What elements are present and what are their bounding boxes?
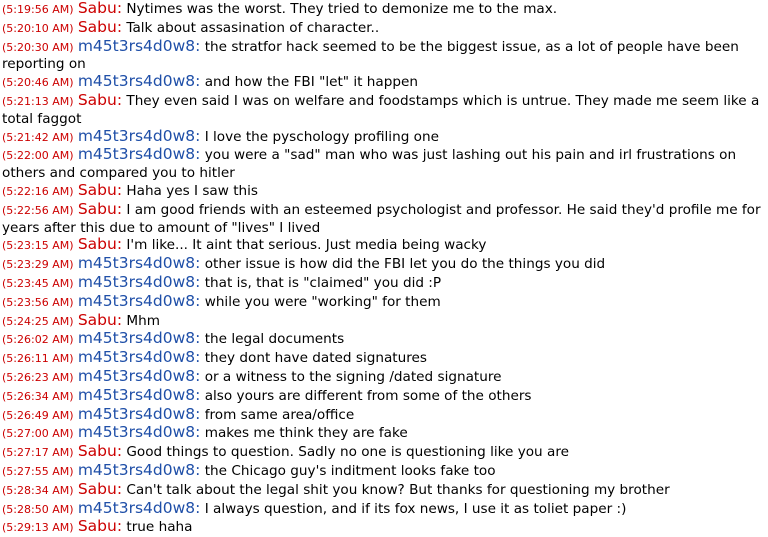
chat-message bbox=[2, 146, 762, 182]
message-timestamp: (5:24:25 AM) bbox=[2, 314, 74, 328]
message-timestamp: (5:22:56 AM) bbox=[2, 203, 74, 217]
message-text: the stratfor hack seemed to be the biggest issue, as a lot of people have been reporting on bbox=[2, 38, 739, 73]
message-nick: m45t3rs4d0w8: bbox=[77, 329, 201, 348]
message-nick: m45t3rs4d0w8: bbox=[77, 460, 201, 479]
chat-message bbox=[2, 293, 762, 312]
message-timestamp: (5:19:56 AM) bbox=[2, 3, 74, 16]
message-text: and how the FBI "let" it happen bbox=[204, 74, 418, 91]
message-text: from same area/office bbox=[204, 406, 355, 423]
message-text: also yours are different from some of the others bbox=[204, 387, 532, 404]
chat-message bbox=[2, 38, 762, 74]
message-text: while you were "working" for them bbox=[204, 293, 441, 310]
message-timestamp: (5:22:16 AM) bbox=[2, 184, 74, 198]
message-nick: m45t3rs4d0w8: bbox=[77, 385, 201, 404]
message-timestamp: (5:21:13 AM) bbox=[2, 94, 74, 108]
chat-message bbox=[2, 255, 762, 274]
message-text: Can't talk about the legal shit you know? But thanks for questioning my brother bbox=[126, 481, 670, 498]
message-text: Good things to question. Sadly no one is questioning like you are bbox=[126, 444, 569, 461]
message-nick: Sabu: bbox=[77, 479, 123, 498]
chat-message bbox=[2, 236, 762, 255]
chat-message bbox=[2, 128, 762, 147]
chat-message bbox=[2, 182, 762, 201]
message-timestamp: (5:28:50 AM) bbox=[2, 502, 74, 516]
message-text: you were a "sad" man who was just lashing out his pain and irl frustrations on others and compared you to hitler bbox=[2, 147, 737, 182]
message-text: I love the pyschology profiling one bbox=[204, 128, 439, 145]
message-text: I always question, and if its fox news, I use it as toliet paper :) bbox=[204, 500, 627, 517]
message-timestamp: (5:26:02 AM) bbox=[2, 333, 74, 347]
message-timestamp: (5:26:23 AM) bbox=[2, 370, 74, 384]
message-text: or a witness to the signing /dated signature bbox=[204, 368, 502, 385]
chat-message bbox=[2, 0, 762, 19]
chat-message bbox=[2, 368, 762, 387]
chat-message bbox=[2, 330, 762, 349]
message-nick: m45t3rs4d0w8: bbox=[77, 36, 201, 55]
message-text: Talk about assasination of character.. bbox=[126, 19, 380, 36]
message-text: Mhm bbox=[126, 312, 160, 329]
message-nick: m45t3rs4d0w8: bbox=[77, 145, 201, 164]
message-nick: Sabu: bbox=[77, 310, 123, 329]
message-text: Nytimes was the worst. They tried to demonize me to the max. bbox=[126, 1, 558, 17]
chat-message bbox=[2, 500, 762, 519]
chat-message bbox=[2, 387, 762, 406]
message-text: the legal documents bbox=[204, 331, 345, 348]
chat-message bbox=[2, 443, 762, 462]
message-nick: Sabu: bbox=[77, 180, 123, 199]
message-nick: Sabu: bbox=[77, 517, 123, 536]
message-timestamp: (5:28:34 AM) bbox=[2, 483, 74, 497]
message-nick: Sabu: bbox=[77, 90, 123, 109]
message-timestamp: (5:29:13 AM) bbox=[2, 521, 74, 535]
message-timestamp: (5:27:00 AM) bbox=[2, 427, 74, 441]
message-nick: m45t3rs4d0w8: bbox=[77, 404, 201, 423]
message-timestamp: (5:23:29 AM) bbox=[2, 258, 74, 272]
message-nick: m45t3rs4d0w8: bbox=[77, 291, 201, 310]
chat-message bbox=[2, 312, 762, 331]
message-nick: m45t3rs4d0w8: bbox=[77, 423, 201, 442]
message-nick: Sabu: bbox=[77, 442, 123, 461]
message-text: other issue is how did the FBI let you do the things you did bbox=[204, 256, 606, 273]
message-text: they dont have dated signatures bbox=[204, 350, 427, 367]
message-nick: m45t3rs4d0w8: bbox=[77, 72, 201, 91]
message-timestamp: (5:26:49 AM) bbox=[2, 408, 74, 422]
message-timestamp: (5:20:30 AM) bbox=[2, 40, 74, 54]
chat-message bbox=[2, 424, 762, 443]
message-nick: Sabu: bbox=[77, 199, 123, 218]
chat-message bbox=[2, 349, 762, 368]
message-text: I am good friends with an esteemed psychologist and professor. He said they'd profile me for years after this due to amount of "lives" I lived bbox=[2, 201, 761, 236]
chat-message bbox=[2, 92, 762, 128]
message-timestamp: (5:26:11 AM) bbox=[2, 352, 74, 366]
message-text: I'm like... It aint that serious. Just media being wacky bbox=[126, 237, 487, 254]
message-timestamp: (5:23:15 AM) bbox=[2, 239, 74, 253]
message-timestamp: (5:20:10 AM) bbox=[2, 21, 74, 35]
message-timestamp: (5:23:45 AM) bbox=[2, 276, 74, 290]
message-nick: Sabu: bbox=[77, 17, 123, 36]
message-nick: m45t3rs4d0w8: bbox=[77, 366, 201, 385]
chat-message bbox=[2, 19, 762, 38]
message-nick: m45t3rs4d0w8: bbox=[77, 498, 201, 517]
chat-message bbox=[2, 201, 762, 237]
chat-message bbox=[2, 518, 762, 537]
chat-message bbox=[2, 481, 762, 500]
message-timestamp: (5:21:42 AM) bbox=[2, 130, 74, 144]
message-timestamp: (5:22:00 AM) bbox=[2, 149, 74, 163]
message-nick: m45t3rs4d0w8: bbox=[77, 348, 201, 367]
message-timestamp: (5:20:46 AM) bbox=[2, 76, 74, 90]
message-timestamp: (5:23:56 AM) bbox=[2, 295, 74, 309]
message-text: They even said I was on welfare and foodstamps which is untrue. They made me seem like a total faggot bbox=[2, 92, 760, 127]
chat-message bbox=[2, 274, 762, 293]
message-timestamp: (5:27:55 AM) bbox=[2, 464, 74, 478]
message-text: true haha bbox=[126, 519, 193, 536]
chat-message bbox=[2, 73, 762, 92]
message-text: that is, that is "claimed" you did :P bbox=[204, 274, 442, 291]
chat-message bbox=[2, 406, 762, 425]
message-text: the Chicago guy's inditment looks fake too bbox=[204, 462, 496, 479]
message-timestamp: (5:27:17 AM) bbox=[2, 446, 74, 460]
chat-message bbox=[2, 462, 762, 481]
message-nick: m45t3rs4d0w8: bbox=[77, 126, 201, 145]
message-nick: m45t3rs4d0w8: bbox=[77, 254, 201, 273]
message-nick: Sabu: bbox=[77, 235, 123, 254]
message-text: Haha yes I saw this bbox=[126, 182, 259, 199]
message-timestamp: (5:26:34 AM) bbox=[2, 389, 74, 403]
message-nick: m45t3rs4d0w8: bbox=[77, 272, 201, 291]
message-nick: Sabu: bbox=[77, 0, 123, 17]
message-text: makes me think they are fake bbox=[204, 425, 408, 442]
